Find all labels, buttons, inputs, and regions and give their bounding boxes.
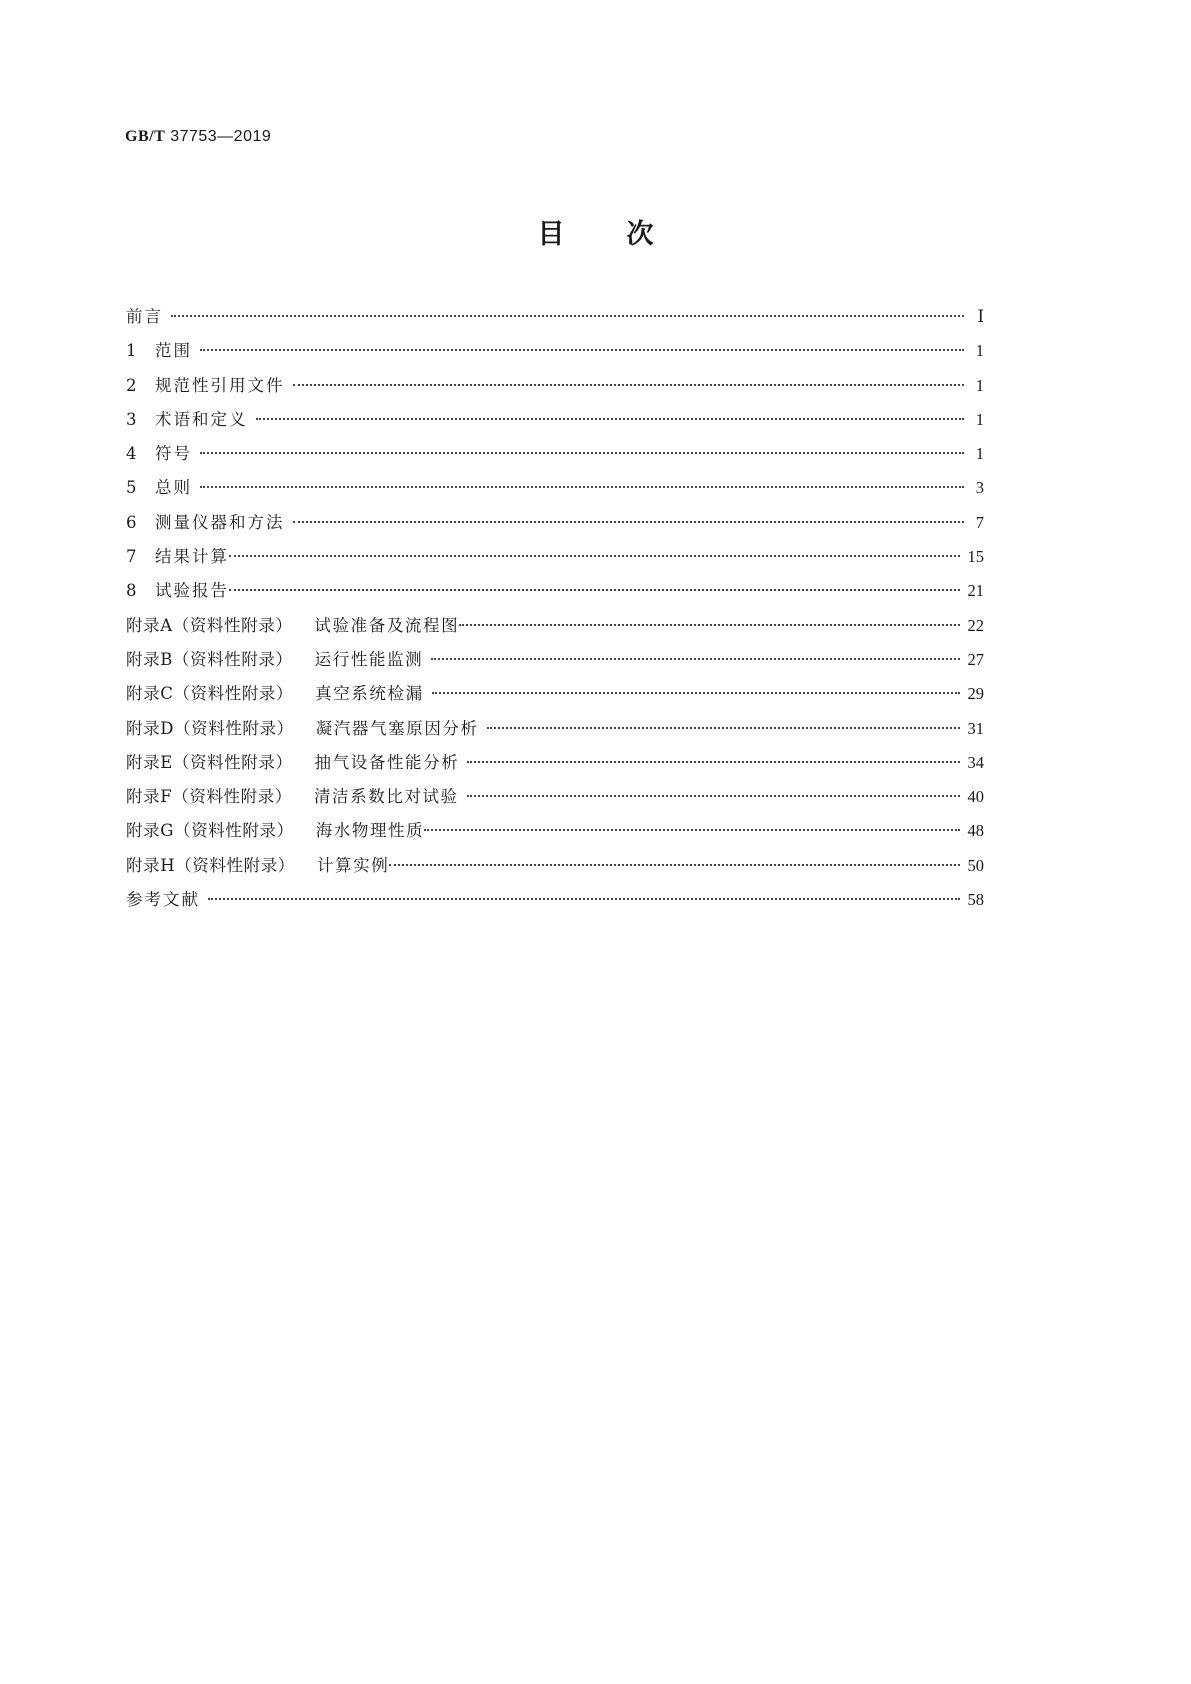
- page-title: [0, 212, 1191, 251]
- toc-entry-4[interactable]: [126, 437, 984, 471]
- appendix-tag: 附录B（资料性附录）: [126, 649, 293, 669]
- appendix-tag: 附录C（资料性附录）: [126, 684, 294, 704]
- toc-entry-page: 22: [967, 615, 984, 635]
- toc-entry-label: 海水物理性质: [315, 821, 425, 841]
- toc-entry-number: 7: [126, 547, 137, 567]
- toc-entry-page: 1: [975, 409, 984, 429]
- standard-code: [125, 128, 271, 146]
- dot-leader: [293, 384, 965, 386]
- toc-entry-page: 1: [975, 341, 984, 361]
- dot-leader: [424, 829, 959, 831]
- toc-entry-label: 凝汽器气塞原因分析: [315, 718, 479, 738]
- toc-entry-page: 15: [967, 547, 984, 567]
- toc-entry-label: 结果计算: [155, 547, 229, 567]
- dot-leader: [389, 864, 959, 866]
- toc-entry-foreword[interactable]: [126, 300, 984, 334]
- standard-number: 37753—2019: [170, 128, 272, 145]
- appendix-tag: 附录F（资料性附录）: [126, 787, 292, 807]
- standard-prefix: GB/T: [125, 128, 166, 145]
- toc-entry-label: 运行性能监测: [314, 649, 424, 669]
- dot-leader: [256, 418, 965, 420]
- toc-entry-label: 范围: [155, 341, 192, 361]
- appendix-tag: 附录A（资料性附录）: [126, 615, 293, 635]
- toc-entry-number: 6: [126, 512, 137, 532]
- toc-entry-references[interactable]: [126, 883, 984, 917]
- toc-entry-appendix-h[interactable]: [126, 849, 984, 883]
- toc-entry-6[interactable]: [126, 506, 984, 540]
- toc-entry-label: 术语和定义: [155, 409, 248, 429]
- toc-entry-appendix-c[interactable]: [126, 677, 984, 711]
- toc-entry-appendix-d[interactable]: [126, 712, 984, 746]
- toc-entry-page: 21: [967, 581, 984, 601]
- dot-leader: [229, 589, 960, 591]
- toc-entry-2[interactable]: [126, 369, 984, 403]
- table-of-contents: [126, 300, 984, 917]
- toc-entry-label: 试验报告: [155, 581, 229, 601]
- dot-leader: [200, 486, 964, 488]
- toc-entry-label: 测量仪器和方法: [155, 512, 285, 532]
- appendix-tag: 附录E（资料性附录）: [126, 752, 293, 772]
- toc-entry-page: 48: [967, 821, 984, 841]
- toc-entry-5[interactable]: [126, 471, 984, 505]
- toc-entry-7[interactable]: [126, 540, 984, 574]
- toc-entry-page: 29: [967, 684, 984, 704]
- toc-entry-number: 5: [126, 478, 137, 498]
- toc-entry-8[interactable]: [126, 574, 984, 608]
- toc-entry-label: 总则: [155, 478, 192, 498]
- toc-entry-label: 真空系统检漏: [315, 684, 424, 704]
- toc-entry-page: 27: [967, 649, 984, 669]
- toc-entry-page: 1: [975, 375, 984, 395]
- toc-entry-page: 31: [967, 718, 984, 738]
- toc-entry-page: 3: [975, 478, 984, 498]
- title-char-2: 次: [626, 219, 654, 250]
- toc-entry-number: 4: [126, 444, 137, 464]
- dot-leader: [487, 727, 960, 729]
- toc-entry-number: 8: [126, 581, 137, 601]
- toc-entry-label: 试验准备及流程图: [314, 615, 460, 635]
- dot-leader: [208, 898, 960, 900]
- toc-entry-label: 前言: [126, 307, 163, 326]
- appendix-tag: 附录D（资料性附录）: [126, 718, 294, 738]
- appendix-tag: 附录H（资料性附录）: [126, 855, 295, 875]
- dot-leader: [459, 624, 959, 626]
- dot-leader: [431, 658, 959, 660]
- dot-leader: [293, 521, 965, 523]
- dot-leader: [171, 315, 964, 317]
- toc-entry-label: 符号: [155, 444, 192, 464]
- toc-entry-page: 40: [967, 787, 984, 807]
- title-char-1: 目: [537, 219, 565, 250]
- toc-entry-label: 计算实例: [316, 855, 390, 875]
- toc-entry-label: 抽气设备性能分析: [314, 752, 460, 772]
- toc-entry-page: Ⅰ: [977, 307, 984, 326]
- toc-entry-label: 参考文献: [126, 890, 200, 910]
- toc-entry-page: 58: [967, 890, 984, 910]
- toc-entry-number: 2: [126, 375, 137, 395]
- dot-leader: [229, 555, 960, 557]
- toc-entry-1[interactable]: [126, 334, 984, 368]
- dot-leader: [467, 795, 960, 797]
- dot-leader: [200, 349, 964, 351]
- toc-entry-appendix-e[interactable]: [126, 746, 984, 780]
- toc-entry-appendix-b[interactable]: [126, 643, 984, 677]
- toc-entry-number: 1: [126, 341, 137, 361]
- dot-leader: [200, 452, 964, 454]
- toc-entry-3[interactable]: [126, 403, 984, 437]
- toc-entry-page: 7: [975, 512, 984, 532]
- toc-entry-appendix-g[interactable]: [126, 814, 984, 848]
- toc-entry-number: 3: [126, 409, 137, 429]
- toc-entry-label: 清洁系数比对试验: [313, 787, 459, 807]
- toc-entry-label: 规范性引用文件: [155, 375, 285, 395]
- dot-leader: [467, 761, 959, 763]
- toc-entry-appendix-a[interactable]: [126, 609, 984, 643]
- toc-entry-appendix-f[interactable]: [126, 780, 984, 814]
- dot-leader: [432, 692, 960, 694]
- appendix-tag: 附录G（资料性附录）: [126, 821, 294, 841]
- toc-entry-page: 1: [975, 444, 984, 464]
- toc-entry-page: 34: [967, 752, 984, 772]
- toc-entry-page: 50: [967, 855, 984, 875]
